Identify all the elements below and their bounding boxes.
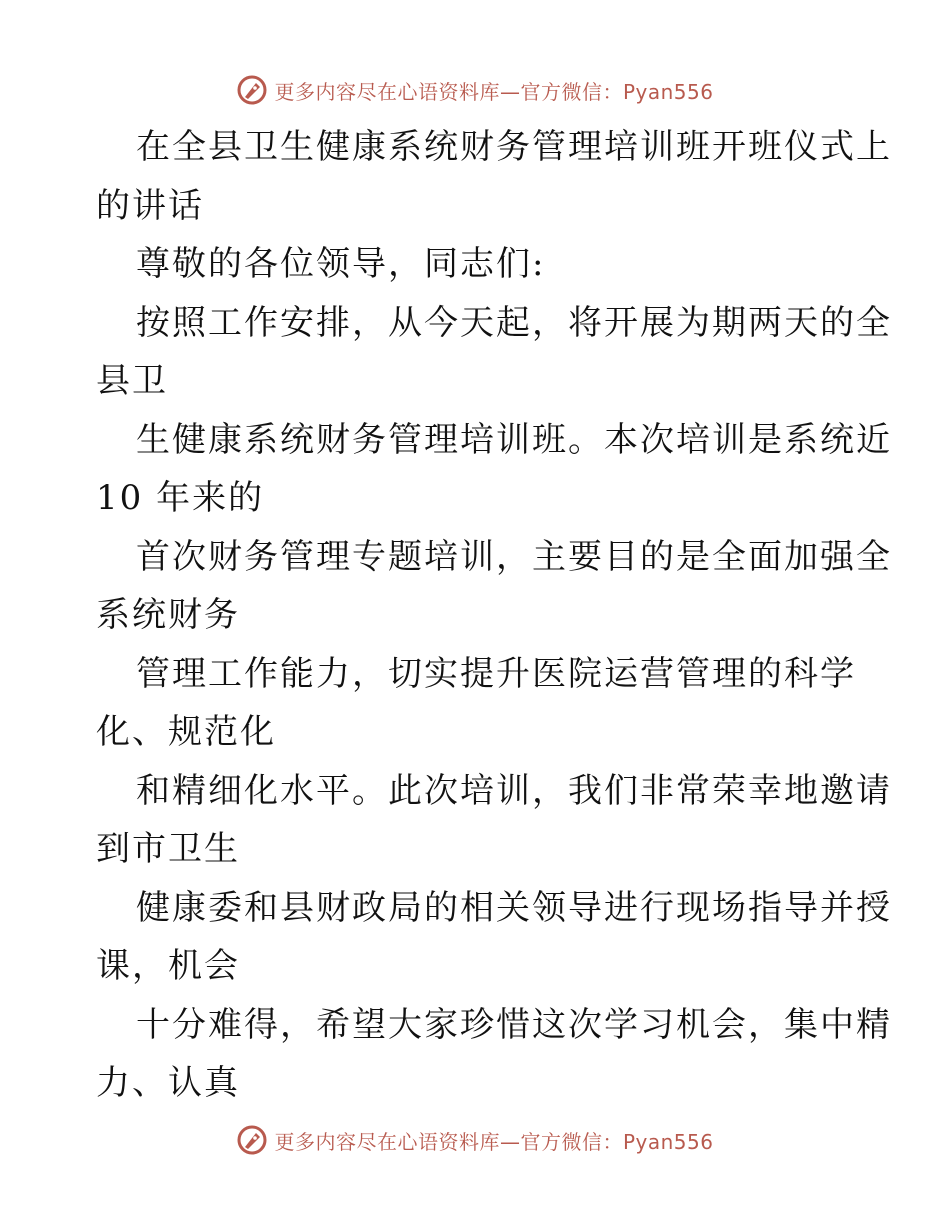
text-line: 和精细化水平。此次培训，我们非常荣幸地邀请 [136, 770, 892, 811]
footer-banner [0, 1120, 950, 1160]
text-line: 力、认真 [96, 1063, 240, 1103]
text-line: 10 年来的 [96, 478, 265, 518]
pen-nib-circle-icon [236, 74, 268, 106]
text-line: 生健康系统财务管理培训班。本次培训是系统近 [136, 419, 892, 460]
text-line: 课，机会 [96, 946, 240, 986]
document-body [96, 118, 892, 1113]
text-line: 健康委和县财政局的相关领导进行现场指导并授 [136, 887, 892, 928]
text-line: 化、规范化 [96, 712, 276, 752]
text-line: 在全县卫生健康系统财务管理培训班开班仪式上 [136, 127, 892, 167]
pen-nib-circle-icon [236, 1124, 268, 1156]
text-line: 到市卫生 [96, 829, 240, 869]
header-banner [0, 70, 950, 110]
text-line: 系统财务 [96, 595, 240, 635]
text-line: 县卫 [96, 361, 168, 401]
text-line: 的讲话 [96, 185, 204, 226]
text-line: 十分难得，希望大家珍惜这次学习机会，集中精 [136, 1004, 892, 1045]
text-line: 按照工作安排，从今天起，将开展为期两天的全 [136, 302, 892, 343]
footer-banner-text: 更多内容尽在心语资料库—官方微信：Pyan556 [274, 1129, 714, 1154]
text-line: 尊敬的各位领导，同志们: [136, 244, 546, 284]
text-line: 首次财务管理专题培训，主要目的是全面加强全 [136, 536, 892, 577]
header-banner-text: 更多内容尽在心语资料库—官方微信：Pyan556 [274, 79, 714, 104]
text-line: 管理工作能力，切实提升医院运营管理的科学 [136, 653, 856, 694]
